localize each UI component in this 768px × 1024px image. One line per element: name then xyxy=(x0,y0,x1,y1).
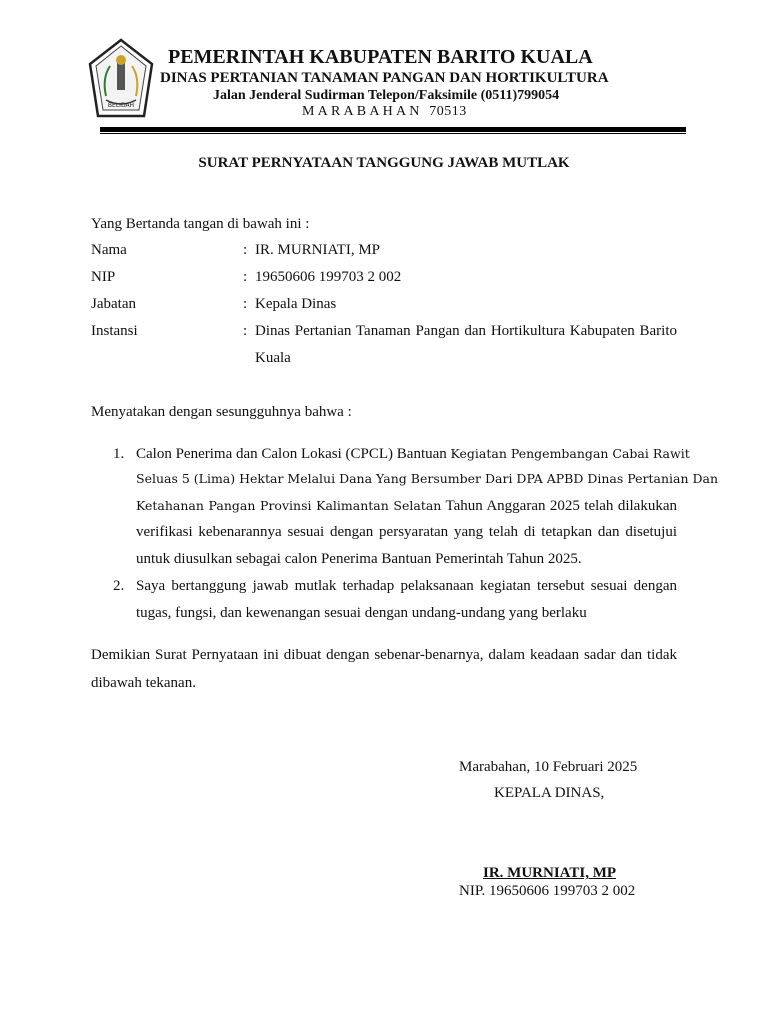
item-2-line-2: tugas, fungsi, dan kewenangan sesuai dengan undang-undang yang berlaku xyxy=(136,605,587,621)
field-label-nama: Nama xyxy=(91,242,127,258)
document-title: SURAT PERNYATAAN TANGGUNG JAWAB MUTLAK xyxy=(198,155,570,171)
item-1-line-2 xyxy=(136,471,718,488)
regency-logo-emblem xyxy=(88,38,154,120)
agency-name: DINAS PERTANIAN TANAMAN PANGAN DAN HORTIKULTURA xyxy=(160,70,609,86)
declaration-intro: Menyatakan dengan sesungguhnya bahwa : xyxy=(91,404,352,420)
item-1-line-1 xyxy=(136,446,690,463)
item-1-line-2-text: Seluas 5 (Lima) Hektar Melalui Dana Yang Bersumber Dari DPA APBD Dinas Pertanian Dan xyxy=(136,471,718,486)
field-label-nip: NIP xyxy=(91,269,116,285)
item-1-line-3 xyxy=(136,498,677,515)
item-1-line-5: untuk diusulkan sebagai calon Penerima Bantuan Pemerintah Tahun 2025. xyxy=(136,551,582,567)
signatory-name: IR. MURNIATI, MP xyxy=(483,865,617,881)
letterhead-rule-thick xyxy=(100,127,686,132)
logo-banner-text: BELIDAH xyxy=(107,102,135,109)
item-1-line-1a: Calon Penerima dan Calon Lokasi (CPCL) Bantuan xyxy=(136,446,447,462)
field-colon: : xyxy=(243,242,248,258)
city: MARABAHAN xyxy=(302,104,423,119)
item-1-line-1b: Kegiatan Pengembangan Cabai Rawit xyxy=(450,446,690,461)
item-number: 2. xyxy=(113,578,125,594)
field-value-jabatan: Kepala Dinas xyxy=(255,296,337,312)
item-2-line-1: Saya bertanggung jawab mutlak terhadap pelaksanaan kegiatan tersebut sesuai dengan xyxy=(136,578,677,594)
opening-text: Yang Bertanda tangan di bawah ini : xyxy=(91,216,310,232)
closing-line-1: Demikian Surat Pernyataan ini dibuat dengan sebenar-benarnya, dalam keadaan sadar dan tidak xyxy=(91,647,677,663)
agency-address: Jalan Jenderal Sudirman Telepon/Faksimile (0511)799054 xyxy=(213,88,560,103)
field-value-nama: IR. MURNIATI, MP xyxy=(255,242,381,258)
agency-city-postal xyxy=(302,104,467,120)
field-label-jabatan: Jabatan xyxy=(91,296,136,312)
signature-place-date: Marabahan, 10 Februari 2025 xyxy=(459,759,638,775)
field-value-nip: 19650606 199703 2 002 xyxy=(255,269,402,285)
field-label-instansi: Instansi xyxy=(91,323,138,339)
signature-position: KEPALA DINAS, xyxy=(494,785,605,801)
government-name: PEMERINTAH KABUPATEN BARITO KUALA xyxy=(168,46,593,68)
field-value-instansi-line2: Kuala xyxy=(255,350,291,366)
field-colon: : xyxy=(243,269,248,285)
item-1-line-3b: Tahun Anggaran 2025 telah dilakukan xyxy=(445,498,677,514)
item-1-line-4: verifikasi kebenarannya sesuai dengan persyaratan yang telah di tetapkan dan disetujui xyxy=(136,524,677,540)
field-colon: : xyxy=(243,296,248,312)
closing-line-2: dibawah tekanan. xyxy=(91,675,196,691)
field-value-instansi-line1: Dinas Pertanian Tanaman Pangan dan Hortikultura Kabupaten Barito xyxy=(255,323,677,339)
item-number: 1. xyxy=(113,446,125,462)
letterhead-rule-thin xyxy=(100,133,686,134)
item-1-line-3a: Ketahanan Pangan Provinsi Kalimantan Selatan xyxy=(136,498,442,513)
postal-code: 70513 xyxy=(429,104,467,119)
field-colon: : xyxy=(243,323,248,339)
signatory-nip: NIP. 19650606 199703 2 002 xyxy=(459,883,636,899)
